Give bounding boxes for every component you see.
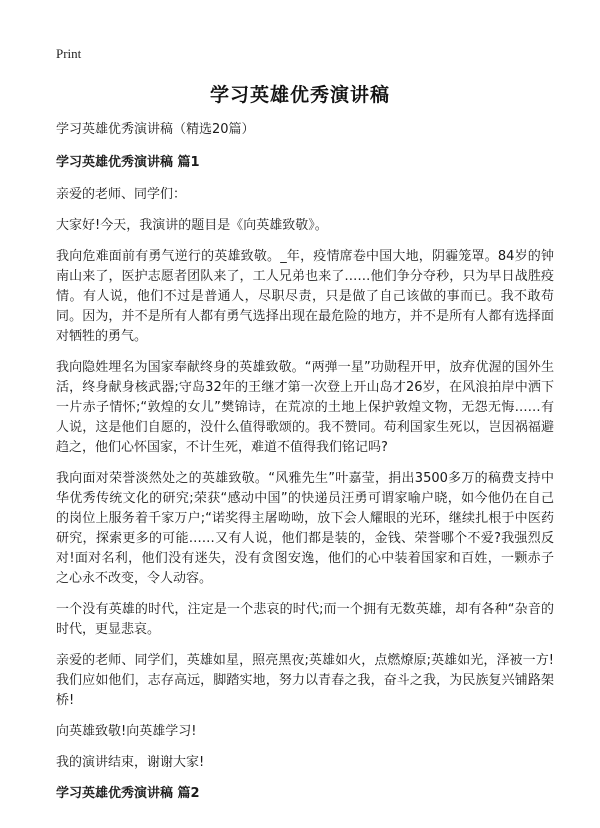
body-paragraph-2: 我向隐姓埋名为国家奉献终身的英雄致敬。“两弹一星”功勋程开甲，放弃优渥的国外生活，终身献身核武器;守岛32年的王继才第一次登上开山岛才26岁，在风浪拍岸中洒下一片赤子情怀;“敦煌的女儿”樊锦诗，在荒凉的土地上保护敦煌文物，无怨无悔……有人说，这是他们自愿的，没什么值得歌颂的。我不赞同。苟利国家生死以，岂因祸福避趋之，他们心怀国家，不计生死，难道不值得我们铭记吗? [56,360,554,455]
greeting-paragraph: 亲爱的老师、同学们： [56,187,187,202]
body-paragraph-7: 我的演讲结束，谢谢大家! [56,755,205,770]
body-paragraph-6: 向英雄致敬!向英雄学习! [56,724,197,739]
intro-paragraph: 大家好!今天，我演讲的题目是《向英雄致敬》。 [56,218,328,233]
body-paragraph-3: 我向面对荣誉淡然处之的英雄致敬。“风雅先生”叶嘉莹，捐出3500多万的稿费支持中华优秀传统文化的研究;荣获“感动中国”的快递员汪勇可谓家喻户晓，如今他仍在自己的岗位上服务着千家万户;“诺奖得主屠呦呦，放下会人耀眼的光环，继续扎根于中医药研究，探索更多的可能……又有人说，他们都是装的，金钱、荣誉哪个不爱?我强烈反对!面对名利，他们没有迷失，没有贪图安逸，他们的心中装着国家和百姓，一颗赤子之心永不改变，令人动容。 [56,471,554,586]
body-paragraph-1: 我向危难面前有勇气逆行的英雄致敬。_年，疫情席卷中国大地，阴霾笼罩。84岁的钟南山来了，医护志愿者团队来了，工人兄弟也来了……他们争分夺秒，只为早日战胜疫情。有人说，他们不过是普通人，尽职尽责，只是做了自己该做的事而已。我不敢苟同。因为，并不是所有人都有勇气选择出现在最危险的地方，并不是所有人都有选择面对牺牲的勇气。 [56,249,554,344]
print-label: Print [56,46,82,61]
body-paragraph-5: 亲爱的老师、同学们，英雄如星，照亮黑夜;英雄如火，点燃燎原;英雄如光，泽被一方!我们应如他们，志存高远，脚踏实地，努力以青春之我，奋斗之我，为民族复兴铺路架桥! [56,653,554,708]
document-subtitle: 学习英雄优秀演讲稿（精选20篇） [56,122,255,137]
section-heading-2: 学习英雄优秀演讲稿 篇2 [56,786,200,801]
page-title: 学习英雄优秀演讲稿 [209,84,390,106]
document-body [56,120,554,816]
body-paragraph-4: 一个没有英雄的时代，注定是一个悲哀的时代;而一个拥有无数英雄，却有各种“杂音的时代，更显悲哀。 [56,602,554,637]
section-heading-1: 学习英雄优秀演讲稿 篇1 [56,155,200,170]
